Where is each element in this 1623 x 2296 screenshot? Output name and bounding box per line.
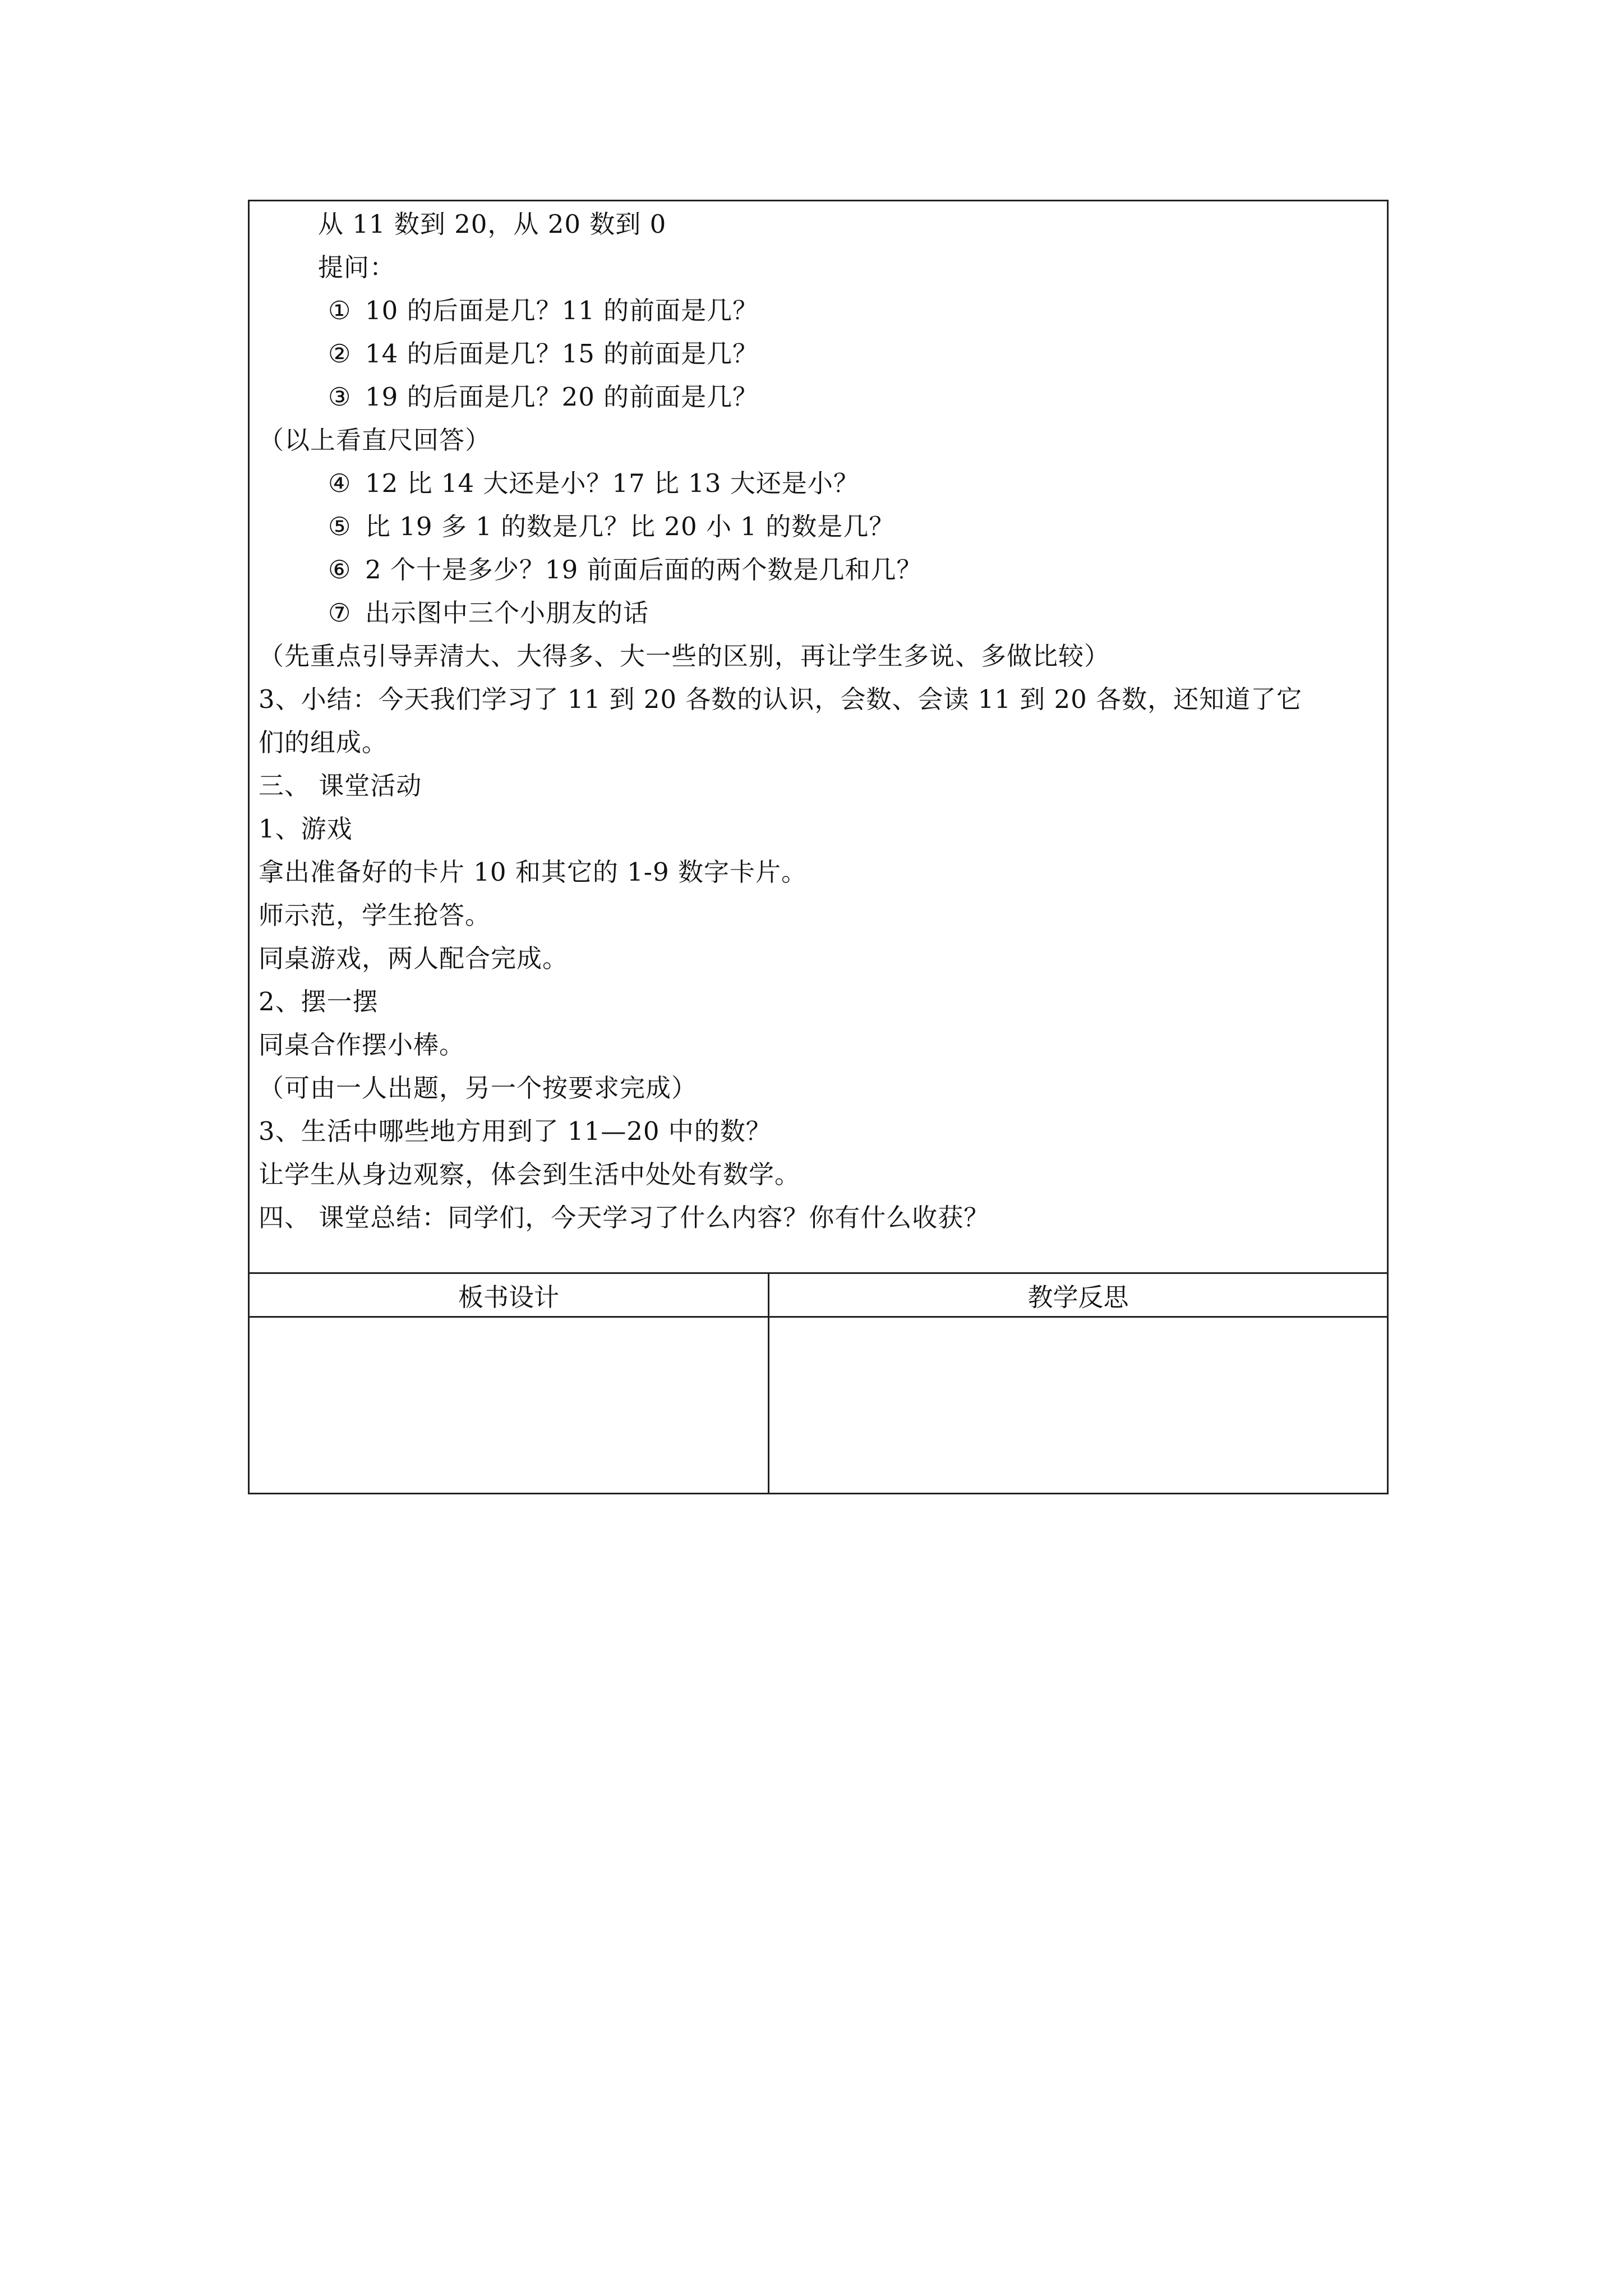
question-number-mark: ② <box>328 339 352 369</box>
lesson-line <box>259 505 1378 548</box>
lesson-line-text: 2 个十是多少？19 前面后面的两个数是几和几？ <box>365 555 923 585</box>
lesson-line <box>259 462 1378 505</box>
lesson-line-text: 3、生活中哪些地方用到了 11—20 中的数？ <box>259 1116 772 1146</box>
lesson-line <box>259 1066 1378 1110</box>
lesson-line-text: 师示范，学生抢答。 <box>259 900 491 930</box>
lesson-line <box>259 591 1378 634</box>
lesson-line-text: 出示图中三个小朋友的话 <box>365 598 649 628</box>
question-number-mark: ⑦ <box>328 598 352 628</box>
lesson-line <box>259 203 1378 246</box>
lesson-line-text: 让学生从身边观察，体会到生活中处处有数学。 <box>259 1159 801 1189</box>
footer-header-row <box>250 1274 1387 1318</box>
lesson-line <box>259 1110 1378 1153</box>
lesson-line-text: （先重点引导弄清大、大得多、大一些的区别，再让学生多说、多做比较） <box>259 641 1110 671</box>
lesson-line-text: 19 的后面是几？20 的前面是几？ <box>365 382 759 412</box>
lesson-line-text: 四、 课堂总结：同学们，今天学习了什么内容？你有什么收获？ <box>259 1203 990 1232</box>
lesson-line-text: 3、小结：今天我们学习了 11 到 20 各数的认识，会数、会读 11 到 20 各数，还知道了它 <box>259 684 1303 714</box>
lesson-line-text: 提问： <box>318 252 396 282</box>
lesson-line <box>259 980 1378 1023</box>
question-number-mark: ① <box>328 296 352 325</box>
lesson-line <box>259 246 1378 289</box>
lesson-line <box>259 1153 1378 1196</box>
lesson-line <box>259 1023 1378 1066</box>
blackboard-design-header: 板书设计 <box>250 1274 769 1316</box>
lesson-line-text: （可由一人出题，另一个按要求完成） <box>259 1073 698 1103</box>
lesson-line-text: 从 11 数到 20，从 20 数到 0 <box>318 209 667 239</box>
lesson-line <box>259 764 1378 807</box>
footer-blank-row <box>250 1318 1387 1493</box>
lesson-line-text: 同桌合作摆小棒。 <box>259 1030 465 1060</box>
lesson-line <box>259 289 1378 332</box>
teaching-reflection-cell <box>769 1318 1387 1493</box>
question-number-mark: ⑥ <box>328 555 352 585</box>
lesson-line-text: 们的组成。 <box>259 728 388 757</box>
lesson-line-text: 14 的后面是几？15 的前面是几？ <box>365 339 759 369</box>
lesson-line <box>259 418 1378 462</box>
question-number-mark: ③ <box>328 382 352 412</box>
lesson-line <box>259 937 1378 980</box>
lesson-line-text: （以上看直尺回答） <box>259 425 491 455</box>
lesson-line <box>259 634 1378 678</box>
question-number-mark: ④ <box>328 468 352 498</box>
lesson-line <box>259 332 1378 375</box>
lesson-line-text: 比 19 多 1 的数是几？比 20 小 1 的数是几？ <box>365 512 895 541</box>
lesson-line <box>259 894 1378 937</box>
question-number-mark: ⑤ <box>328 512 352 541</box>
lesson-line <box>259 850 1378 894</box>
lesson-plan-table <box>248 200 1389 1494</box>
blackboard-design-cell <box>250 1318 769 1493</box>
lesson-line <box>259 807 1378 850</box>
lesson-line <box>259 548 1378 591</box>
lesson-line <box>259 375 1378 418</box>
lesson-line-text: 2、摆一摆 <box>259 987 379 1016</box>
lesson-line-text: 三、 课堂活动 <box>259 771 422 800</box>
lesson-line-text: 同桌游戏，两人配合完成。 <box>259 944 569 973</box>
lesson-line-text: 拿出准备好的卡片 10 和其它的 1-9 数字卡片。 <box>259 857 807 887</box>
lesson-line <box>259 721 1378 764</box>
teaching-reflection-header: 教学反思 <box>1027 1282 1129 1312</box>
lesson-content-cell <box>250 201 1387 1274</box>
lesson-line-text: 1、游戏 <box>259 814 353 844</box>
lesson-line <box>259 678 1378 721</box>
lesson-line <box>259 1196 1378 1239</box>
lesson-line-text: 10 的后面是几？11 的前面是几？ <box>365 296 759 325</box>
lesson-line-text: 12 比 14 大还是小？17 比 13 大还是小？ <box>365 468 859 498</box>
